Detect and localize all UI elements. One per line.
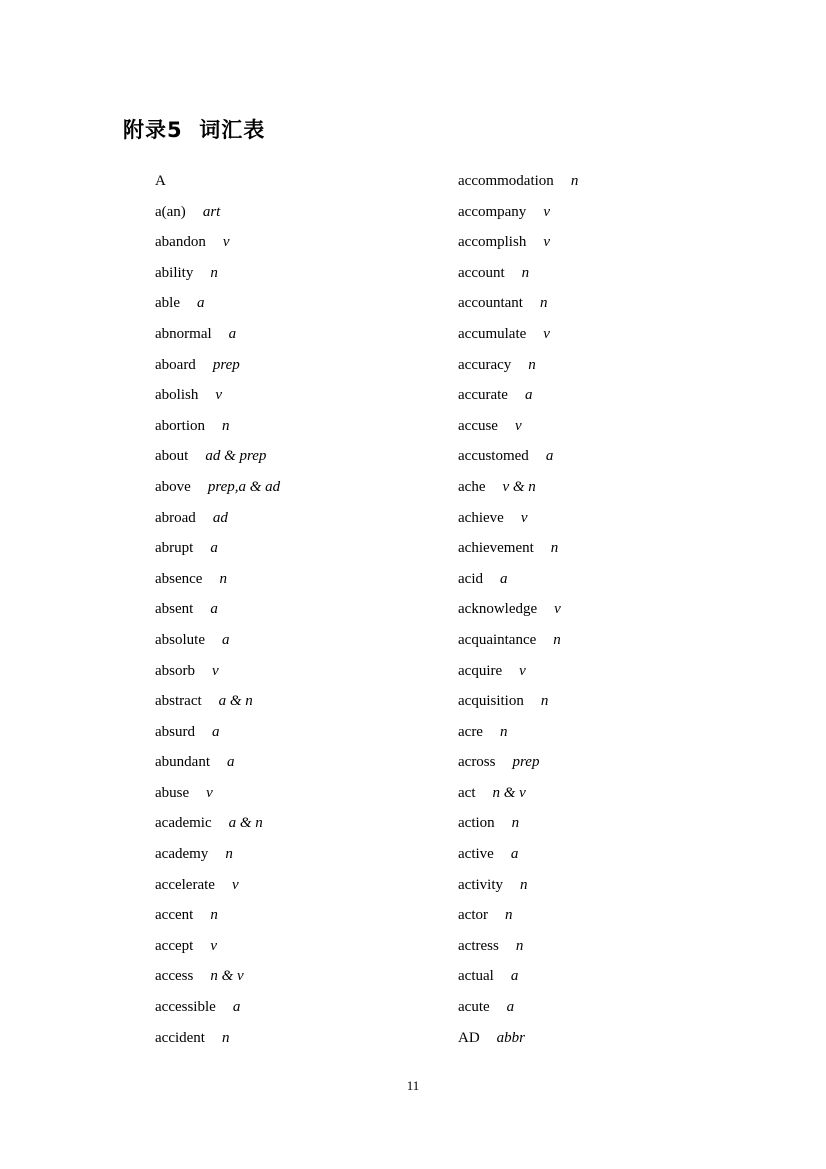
vocab-pos: a <box>545 448 554 465</box>
vocab-pos: a <box>210 540 218 557</box>
vocab-word: abrupt <box>155 540 194 557</box>
vocabulary-column-left <box>155 166 455 1053</box>
vocab-entry <box>155 197 455 228</box>
vocab-pos: n <box>515 937 524 954</box>
vocab-pos: ad <box>212 509 228 526</box>
vocab-word: access <box>155 968 194 985</box>
vocab-word: act <box>458 784 476 801</box>
vocab-word: about <box>155 448 189 465</box>
vocab-word: absorb <box>155 662 195 679</box>
vocab-entry <box>458 839 758 870</box>
vocab-pos: a <box>222 631 230 648</box>
vocab-word: academy <box>155 846 209 863</box>
vocab-pos: n <box>511 815 520 832</box>
vocab-word: acute <box>458 999 490 1016</box>
page-number: 11 <box>406 1078 420 1093</box>
vocab-pos: a & n <box>228 815 263 832</box>
vocab-entry <box>155 503 455 534</box>
vocab-word: aboard <box>155 356 196 373</box>
vocab-pos: a <box>196 295 205 312</box>
vocab-entry <box>155 992 455 1023</box>
vocab-entry <box>458 747 758 778</box>
vocab-word: academic <box>155 815 212 832</box>
vocab-pos: v <box>222 234 230 251</box>
vocab-entry <box>458 686 758 717</box>
vocab-word: acre <box>458 723 483 740</box>
vocab-entry <box>155 594 455 625</box>
vocab-pos: v <box>543 325 550 342</box>
vocab-entry <box>458 564 758 595</box>
vocab-word: activity <box>458 876 503 893</box>
vocab-pos: a <box>232 999 241 1016</box>
vocab-word: abolish <box>155 387 199 404</box>
vocab-entry <box>155 778 455 809</box>
vocab-word: abuse <box>155 784 190 801</box>
vocab-word: absent <box>155 601 194 618</box>
vocab-pos: a <box>228 325 237 342</box>
vocab-word: acid <box>458 570 483 587</box>
vocab-entry <box>458 900 758 931</box>
vocab-word: absolute <box>155 631 205 648</box>
vocab-word: abnormal <box>155 325 212 342</box>
vocab-entry <box>458 197 758 228</box>
vocab-word: accumulate <box>458 325 527 342</box>
vocab-pos: n & v <box>492 784 526 801</box>
vocab-pos: a & n <box>218 693 253 710</box>
vocab-entry <box>155 717 455 748</box>
vocab-entry <box>458 380 758 411</box>
vocab-entry <box>458 258 758 289</box>
vocab-word: accurate <box>458 387 508 404</box>
vocab-pos: n <box>520 876 528 893</box>
vocab-pos: a <box>212 723 220 740</box>
vocab-word: accelerate <box>155 876 215 893</box>
vocab-entry <box>155 288 455 319</box>
vocab-pos: v <box>231 876 239 893</box>
vocab-entry <box>458 870 758 901</box>
vocab-word: achievement <box>458 540 534 557</box>
vocab-word: acknowledge <box>458 601 538 618</box>
vocab-word: accident <box>155 1029 205 1046</box>
vocab-pos: n <box>222 417 230 434</box>
vocab-entry <box>458 319 758 350</box>
vocab-word: accommodation <box>458 173 554 189</box>
vocab-pos: v <box>215 387 223 404</box>
vocab-entry <box>155 747 455 778</box>
vocab-word: accept <box>155 937 194 954</box>
vocab-word: actress <box>458 937 499 954</box>
vocab-pos: prep <box>212 356 240 373</box>
vocab-entry <box>155 533 455 564</box>
vocab-entry <box>155 1023 455 1054</box>
vocab-entry <box>155 961 455 992</box>
vocab-pos: v <box>212 662 219 679</box>
vocab-entry <box>458 656 758 687</box>
vocab-entry <box>155 870 455 901</box>
vocab-word: action <box>458 815 495 832</box>
vocab-entry <box>155 258 455 289</box>
vocab-entry <box>458 288 758 319</box>
vocab-entry <box>458 503 758 534</box>
vocab-pos: v <box>520 509 528 526</box>
vocab-word: accountant <box>458 295 523 312</box>
vocab-entry <box>458 808 758 839</box>
vocab-pos: prep,a & ad <box>207 478 281 495</box>
vocab-entry <box>155 625 455 656</box>
vocab-word: able <box>155 295 180 312</box>
vocab-pos: v <box>543 203 550 220</box>
vocab-word: account <box>458 264 505 281</box>
vocab-pos: n <box>219 570 227 587</box>
vocab-entry <box>458 411 758 442</box>
vocab-word: AD <box>458 1029 480 1046</box>
vocab-word: actual <box>458 968 494 985</box>
vocab-word: acquaintance <box>458 631 537 648</box>
vocab-entry <box>458 441 758 472</box>
vocab-entry <box>155 686 455 717</box>
vocab-pos: n <box>499 723 508 740</box>
vocab-entry <box>155 319 455 350</box>
vocab-pos: n <box>504 907 513 924</box>
vocab-entry <box>458 717 758 748</box>
vocab-entry <box>155 839 455 870</box>
vocab-entry <box>155 472 455 503</box>
vocab-entry <box>155 350 455 381</box>
vocab-word: absurd <box>155 723 195 740</box>
vocab-entry <box>155 931 455 962</box>
vocab-pos: n <box>521 264 530 281</box>
vocab-pos: n <box>550 540 559 557</box>
vocab-pos: a <box>506 999 515 1016</box>
vocab-word: accompany <box>458 203 527 220</box>
vocab-word: ache <box>458 478 486 495</box>
vocab-word: abortion <box>155 417 205 434</box>
vocab-word: accomplish <box>458 234 527 251</box>
vocab-word: accent <box>155 907 194 924</box>
vocab-entry <box>155 227 455 258</box>
vocab-entry <box>458 472 758 503</box>
vocab-pos: v & n <box>502 478 536 495</box>
vocab-entry <box>155 411 455 442</box>
vocab-pos: art <box>202 203 221 220</box>
vocab-entry <box>458 961 758 992</box>
vocab-word: actor <box>458 907 488 924</box>
vocab-pos: n <box>221 1029 230 1046</box>
vocab-pos: n & v <box>210 968 244 985</box>
vocab-pos: a <box>510 968 519 985</box>
vocab-entry <box>458 778 758 809</box>
vocab-pos: a <box>510 846 519 863</box>
vocab-pos: v <box>554 601 561 618</box>
vocab-word: accuracy <box>458 356 512 373</box>
vocab-word: above <box>155 478 191 495</box>
vocab-entry <box>458 594 758 625</box>
vocab-pos: n <box>210 907 218 924</box>
page-title: 附录5 词汇表 <box>123 118 266 143</box>
vocab-entry <box>458 166 758 197</box>
vocab-pos: a <box>524 387 533 404</box>
vocab-word: accessible <box>155 999 216 1016</box>
vocab-pos: ad & prep <box>205 448 267 465</box>
vocab-pos: n <box>553 631 561 648</box>
vocab-word: active <box>458 846 494 863</box>
vocab-word: abandon <box>155 234 206 251</box>
vocab-pos: a <box>210 601 218 618</box>
vocab-entry <box>155 380 455 411</box>
vocab-entry <box>155 656 455 687</box>
vocab-entry <box>458 533 758 564</box>
vocab-word: abstract <box>155 693 202 710</box>
vocab-word: accuse <box>458 417 498 434</box>
vocab-word: acquisition <box>458 693 524 710</box>
vocab-pos: v <box>206 784 213 801</box>
vocab-pos: a <box>499 570 508 587</box>
vocab-entry <box>458 625 758 656</box>
vocab-pos: n <box>570 173 579 189</box>
vocab-pos: v <box>543 234 550 251</box>
vocab-pos: n <box>540 693 549 710</box>
vocab-pos: v <box>210 937 217 954</box>
vocab-entry <box>155 808 455 839</box>
vocab-entry <box>155 441 455 472</box>
vocab-word: a(an) <box>155 203 186 220</box>
vocab-entry <box>458 227 758 258</box>
vocab-word: accustomed <box>458 448 529 465</box>
vocab-entry <box>155 166 455 197</box>
vocab-pos: n <box>539 295 548 312</box>
vocab-entry <box>458 992 758 1023</box>
vocab-word: ability <box>155 264 194 281</box>
vocab-word: abundant <box>155 754 210 771</box>
vocab-pos: v <box>514 417 522 434</box>
vocab-entry <box>458 1023 758 1054</box>
vocab-pos: n <box>528 356 536 373</box>
vocab-pos: a <box>226 754 235 771</box>
vocab-word: absence <box>155 570 203 587</box>
vocab-pos: n <box>225 846 233 863</box>
vocab-word: achieve <box>458 509 504 526</box>
vocab-pos: abbr <box>496 1029 526 1046</box>
vocab-word: abroad <box>155 509 196 526</box>
vocab-word: acquire <box>458 662 503 679</box>
vocabulary-column-right <box>458 166 758 1053</box>
vocab-word: A <box>155 173 166 189</box>
vocab-entry <box>155 900 455 931</box>
vocab-entry <box>458 931 758 962</box>
vocab-word: across <box>458 754 496 771</box>
vocab-entry <box>155 564 455 595</box>
vocab-pos: prep <box>512 754 540 771</box>
vocab-pos: v <box>519 662 526 679</box>
vocab-pos: n <box>210 264 218 281</box>
vocab-entry <box>458 350 758 381</box>
